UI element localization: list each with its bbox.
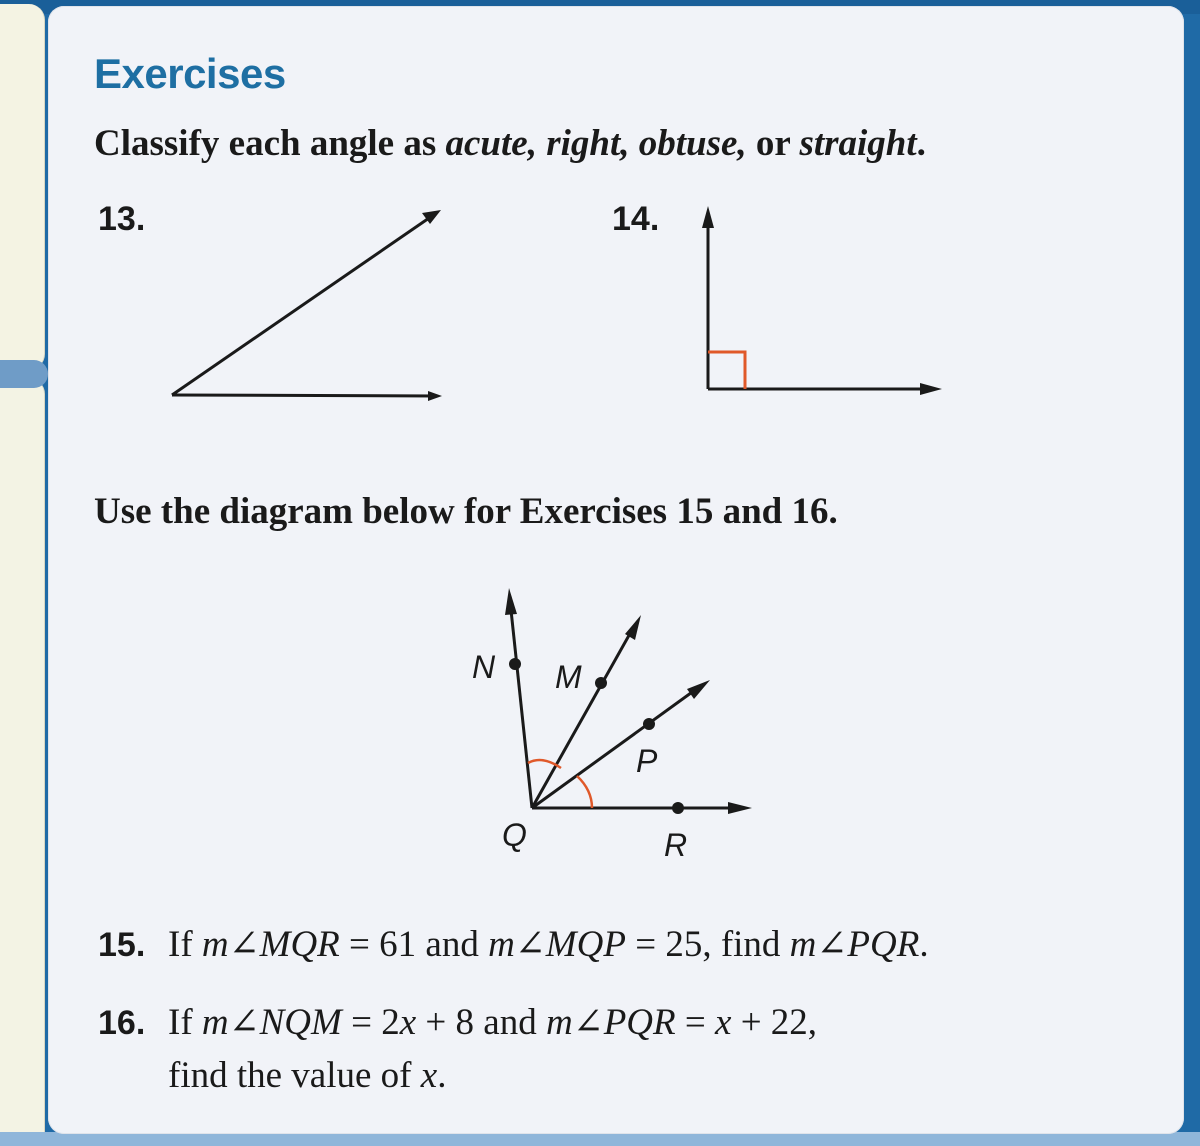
p15-angle-PQR: m∠PQR xyxy=(789,924,920,965)
p16-eq2: = xyxy=(675,1002,715,1043)
classify-instruction xyxy=(94,122,926,165)
p16-eq1: = 2 xyxy=(341,1002,400,1043)
ray-QN xyxy=(511,610,532,808)
label-N: N xyxy=(472,649,496,685)
point-P xyxy=(643,718,655,730)
point-R xyxy=(672,802,684,814)
ray-QP xyxy=(532,690,695,808)
arrowhead-right xyxy=(428,391,442,401)
side-tab-lower[interactable] xyxy=(0,378,45,1134)
bottom-band xyxy=(0,1132,1200,1146)
right-angle-mark xyxy=(708,352,745,389)
label-P: P xyxy=(636,743,658,779)
problem-15 xyxy=(98,922,929,966)
instruction-or: or xyxy=(746,123,800,164)
exercise-14-number: 14. xyxy=(612,200,660,238)
problem-16 xyxy=(98,1000,817,1044)
p16-line2: find the value of xyxy=(168,1055,421,1096)
p16-eq2b: + 22, xyxy=(731,1002,818,1043)
section-heading: Exercises xyxy=(94,50,286,97)
point-N xyxy=(509,658,521,670)
label-Q: Q xyxy=(502,817,527,853)
arrowhead-up xyxy=(702,206,714,228)
label-M: M xyxy=(555,659,582,695)
instruction-options: acute, right, obtuse, xyxy=(445,123,747,164)
p16-line2-end: . xyxy=(437,1055,447,1096)
p16-var2: x xyxy=(715,1002,732,1043)
instruction-last: straight xyxy=(799,123,917,164)
arrowhead-P xyxy=(687,680,710,699)
arrowhead-R xyxy=(728,802,752,814)
exercise-13-number: 13. xyxy=(98,200,146,238)
p16-var3: x xyxy=(420,1055,438,1096)
p16-angle-PQR: m∠PQR xyxy=(545,1002,676,1043)
ray-diagonal xyxy=(172,216,432,395)
p16-var1: x xyxy=(399,1002,417,1043)
diagram-intro: Use the diagram below for Exercises 15 and 16. xyxy=(94,491,838,532)
p15-eq1: = 61 and xyxy=(339,924,489,965)
acute-angle-figure xyxy=(160,200,460,415)
instruction-lead: Classify each angle as xyxy=(94,123,446,164)
problem-16-continuation xyxy=(168,1054,446,1097)
p15-end: . xyxy=(919,924,929,965)
label-R: R xyxy=(664,827,688,863)
arrowhead-N xyxy=(505,588,517,615)
p16-if: If xyxy=(168,1002,202,1043)
p16-eq1b: + 8 and xyxy=(416,1002,546,1043)
right-angle-figure xyxy=(690,200,950,405)
ray-horizontal xyxy=(172,395,438,396)
p15-angle-MQP: m∠MQP xyxy=(488,924,626,965)
point-M xyxy=(595,677,607,689)
problem-16-number: 16. xyxy=(98,1004,146,1042)
problem-15-number: 15. xyxy=(98,926,146,964)
angle-diagram xyxy=(460,580,780,870)
arrowhead-right xyxy=(920,383,942,395)
angle-arc-PQR xyxy=(577,776,592,808)
p15-angle-MQR: m∠MQR xyxy=(201,924,340,965)
side-tab-upper[interactable] xyxy=(0,4,45,370)
p15-if: If xyxy=(168,924,202,965)
p16-angle-NQM: m∠NQM xyxy=(201,1002,342,1043)
p15-eq2: = 25, find xyxy=(625,924,790,965)
tab-divider xyxy=(0,360,48,388)
instruction-end: . xyxy=(916,123,926,164)
